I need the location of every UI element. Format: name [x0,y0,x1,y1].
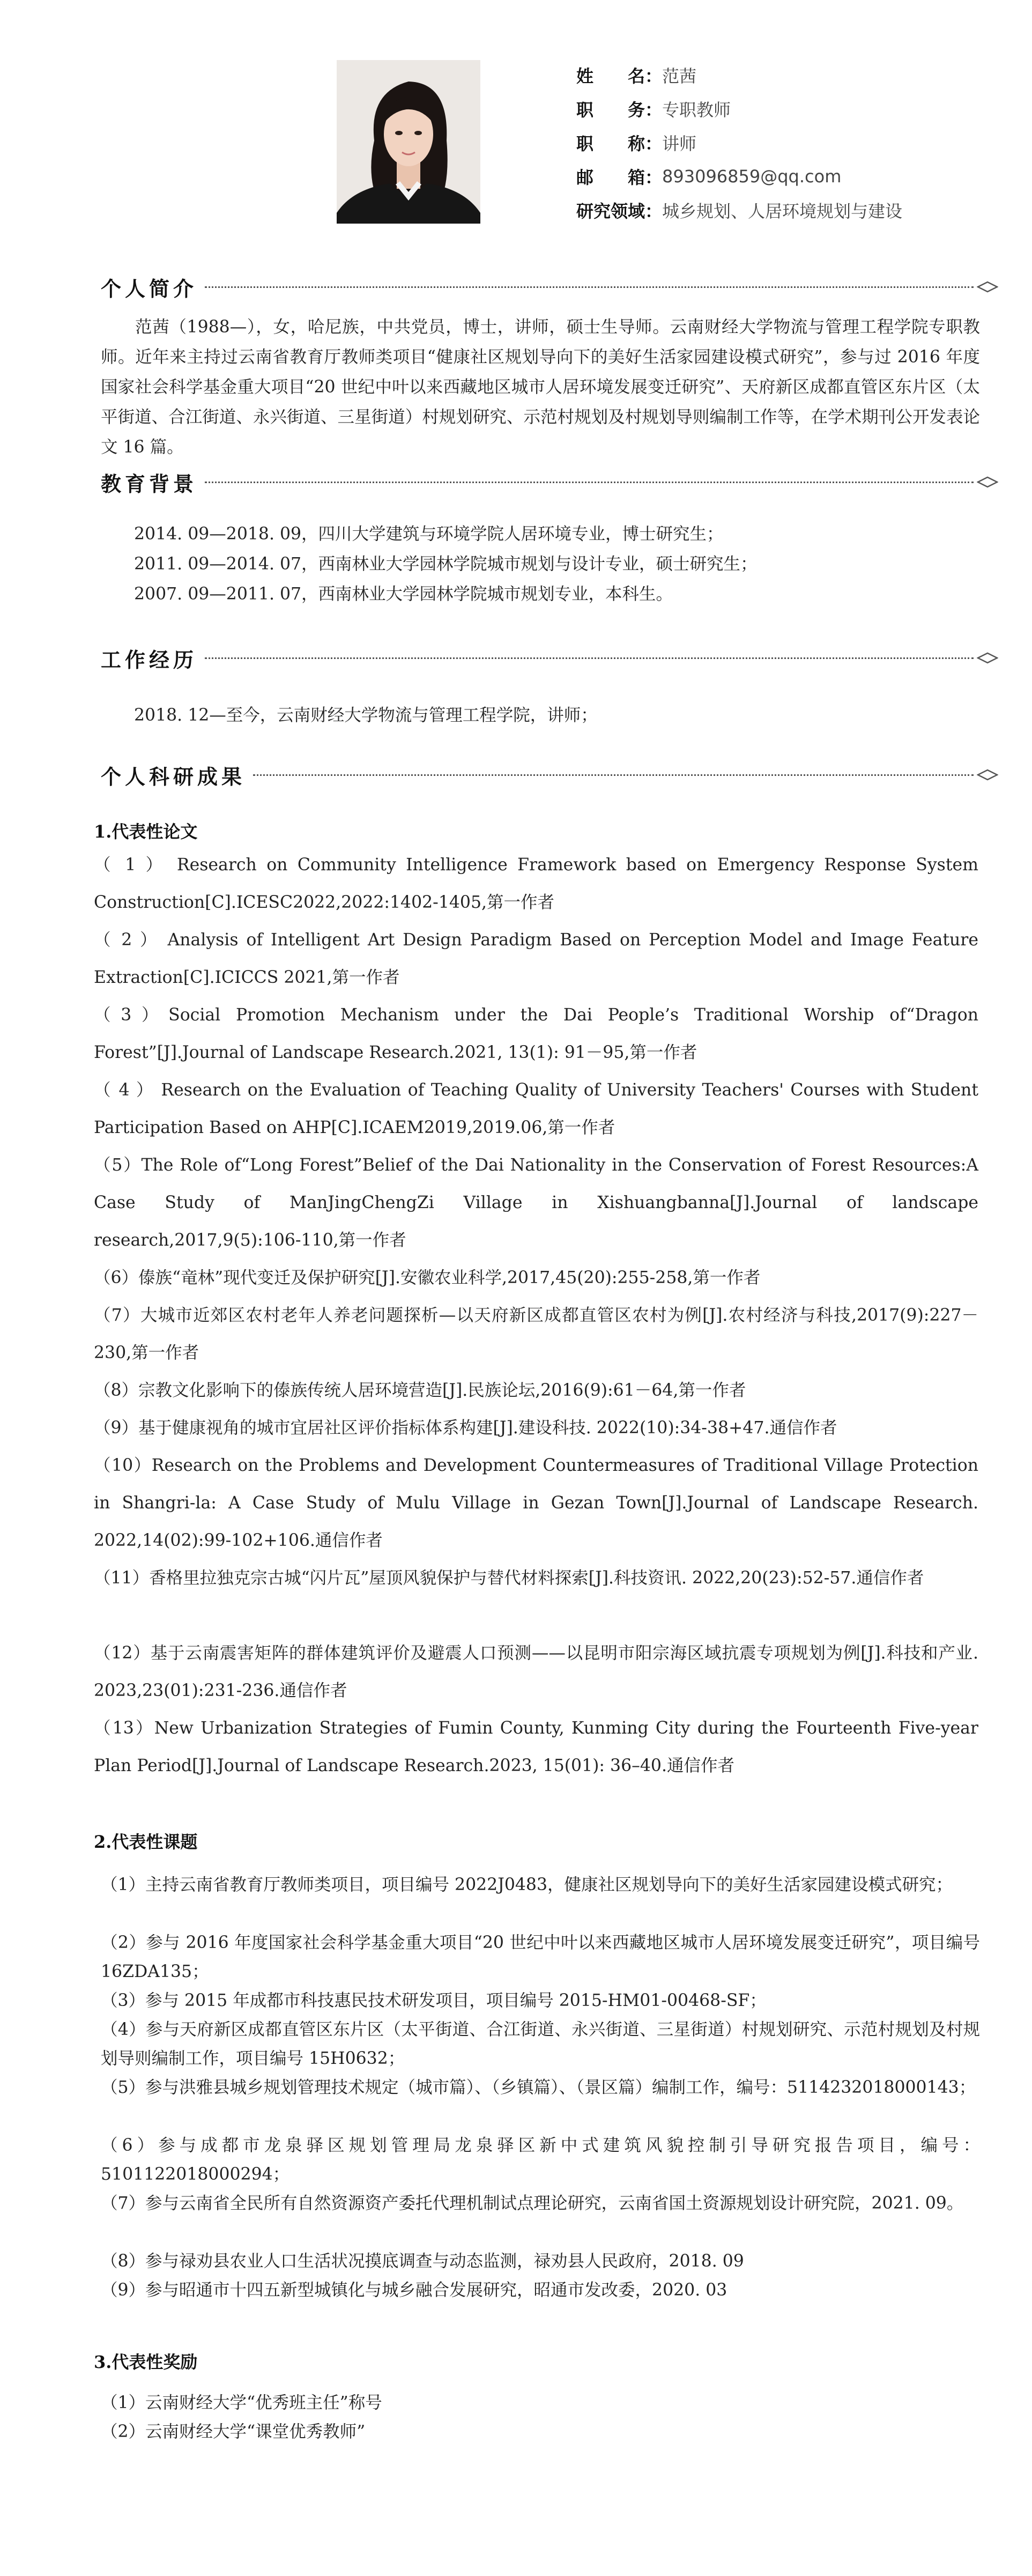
project-item: （1）主持云南省教育厅教师类项目，项目编号 2022J0483，健康社区规划导向下的美好生活家园建设模式研究； [101,1875,953,1894]
project-item: （6）参与成都市龙泉驿区规划管理局龙泉驿区新中式建筑风貌控制引导研究报告项目，编号：5101122018000294； [101,2136,980,2184]
name-label: 姓 名： [576,65,663,86]
section-divider [205,286,974,288]
section-title-education: 教育背景 [101,472,198,496]
section-divider [205,657,974,659]
section-divider [205,482,974,483]
profile-info [576,58,902,227]
award-item: （2）云南财经大学“课堂优秀教师” [101,2422,366,2441]
paper-item: （9）基于健康视角的城市宜居社区评价指标体系构建[J].建设科技. 2022(10):34-38+47.通信作者 [94,1418,837,1438]
section-header-education [101,470,991,494]
paper-item: （6）傣族“竜林”现代变迁及保护研究[J].安徽农业科学,2017,45(20):255-258,第一作者 [94,1268,761,1287]
project-item: （8）参与禄劝县农业人口生活状况摸底调查与动态监测，禄劝县人民政府，2018. 09 [101,2252,744,2271]
project-item: （2）参与 2016 年度国家社会科学基金重大项目“20 世纪中叶以来西藏地区城市人居环境发展变迁研究”，项目编号 16ZDA135； [101,1933,980,1981]
projects-heading: 2.代表性课题 [94,1832,198,1852]
project-item: （5）参与洪雅县城乡规划管理技术规定（城市篇）、（乡镇篇）、（景区篇）编制工作，编号：5114232018000143； [101,2078,976,2097]
section-divider [253,774,974,776]
info-row-email [576,159,902,193]
section-title-intro: 个人简介 [101,277,198,301]
info-row-field [576,193,902,227]
paper-item: （3）Social Promotion Mechanism under the Dai People’s Traditional Worship of“Dragon Forest”[J].Journal of Landscape Research.2021, 13(1): 91－95,第一作者 [94,1005,978,1062]
section-header-intro [101,275,991,299]
paper-item: （7）大城市近郊区农村老年人养老问题探析—以天府新区成都直管区农村为例[J].农村经济与科技,2017(9):227－230,第一作者 [94,1306,978,1363]
work-item: 2018. 12—至今，云南财经大学物流与管理工程学院，讲师； [134,706,598,725]
section-title-research: 个人科研成果 [101,765,246,789]
diamond-icon [977,475,991,489]
info-row-title [576,125,902,159]
name-value: 范茜 [662,65,697,86]
email-label: 邮 箱： [576,167,663,188]
info-row-name [576,58,902,92]
section-header-research [101,763,991,787]
education-item: 2014. 09—2018. 09，四川大学建筑与环境学院人居环境专业，博士研究生； [134,524,724,544]
paper-item: （10）Research on the Problems and Development Countermeasures of Traditional Village Protection in Shangri-la: A Case Study of Mulu Village in Gezan Town[J].Journal of Landscape Research. 2022,14(02):99-102+106.通信作者 [94,1456,978,1550]
paper-item: （13）New Urbanization Strategies of Fumin County, Kunming City during the Fourteenth Five-year Plan Period[J].Journal of Landscape Research.2023, 15(01): 36–40.通信作者 [94,1719,978,1775]
project-item: （9）参与昭通市十四五新型城镇化与城乡融合发展研究，昭通市发改委，2020. 03 [101,2281,727,2300]
info-row-post [576,92,902,125]
project-item: （4）参与天府新区成都直管区东片区（太平街道、合江街道、永兴街道、三星街道）村规划研究、示范村规划及村规划导则编制工作，项目编号 15H0632； [101,2020,980,2068]
papers-heading: 1.代表性论文 [94,821,198,842]
paper-item: （ 2 ） Analysis of Intelligent Art Design Paradigm Based on Perception Model and Image Feature Extraction[C].ICICCS 2021,第一作者 [94,930,978,987]
paper-item: （8）宗教文化影响下的傣族传统人居环境营造[J].民族论坛,2016(9):61－64,第一作者 [94,1381,746,1400]
field-value: 城乡规划、人居环境规划与建设 [662,201,903,221]
award-item: （1）云南财经大学“优秀班主任”称号 [101,2393,382,2412]
awards-heading: 3.代表性奖励 [94,2352,198,2372]
project-item: （3）参与 2015 年成都市科技惠民技术研发项目，项目编号 2015-HM01-00468-SF； [101,1991,767,2010]
paper-item: （11）香格里拉独克宗古城“闪片瓦”屋顶风貌保护与替代材料探索[J].科技资讯. 2022,20(23):52-57.通信作者 [94,1568,924,1588]
title-value: 讲师 [662,133,697,154]
section-title-work: 工作经历 [101,648,198,672]
title-label: 职 称： [576,133,663,154]
paper-item: （ 1 ） Research on Community Intelligence Framework based on Emergency Response System Construction[C].ICESC2022,2022:1402-1405,第一作者 [94,855,978,912]
diamond-icon [977,280,991,294]
education-item: 2007. 09—2011. 07，西南林业大学园林学院城市规划专业，本科生。 [134,584,673,604]
education-item: 2011. 09—2014. 07，西南林业大学园林学院城市规划与设计专业，硕士研究生； [134,554,758,574]
post-value: 专职教师 [662,99,731,120]
intro-paragraph: 范茜（1988—），女，哈尼族，中共党员，博士，讲师，硕士生导师。云南财经大学物流与管理工程学院专职教师。近年来主持过云南省教育厅教师类项目“健康社区规划导向下的美好生活家园建设模式研究”，参与过 2016 年度国家社会科学基金重大项目“20 世纪中叶以来西藏地区城市人居环境发展变迁研究”、天府新区成都直管区东片区（太平街道、合江街道、永兴街道、三星街道）村规划研究、示范村规划及村规划导则编制工作等，在学术期刊公开发表论文 16 篇。 [101,317,980,457]
portrait-photo [337,60,480,224]
diamond-icon [977,768,991,782]
diamond-icon [977,651,991,665]
section-header-work [101,646,991,670]
project-item: （7）参与云南省全民所有自然资源资产委托代理机制试点理论研究，云南省国土资源规划设计研究院，2021. 09。 [101,2194,964,2213]
field-label: 研究领域： [576,201,663,221]
portrait-illustration [337,60,480,224]
post-label: 职 务： [576,99,663,120]
paper-item: （ 4 ） Research on the Evaluation of Teaching Quality of University Teachers' Courses with Student Participation Based on AHP[C].ICAEM2019,2019.06,第一作者 [94,1080,978,1137]
paper-item: （12）基于云南震害矩阵的群体建筑评价及避震人口预测——以昆明市阳宗海区域抗震专项规划为例[J].科技和产业. 2023,23(01):231-236.通信作者 [94,1644,978,1700]
paper-item: （5）The Role of“Long Forest”Belief of the Dai Nationality in the Conservation of Forest Resources:A Case Study of ManJingChengZi Village in Xishuangbanna[J].Journal of landscape research,2017,9(5):106-110,第一作者 [94,1156,978,1250]
email-value: 893096859@qq.com [662,166,842,187]
